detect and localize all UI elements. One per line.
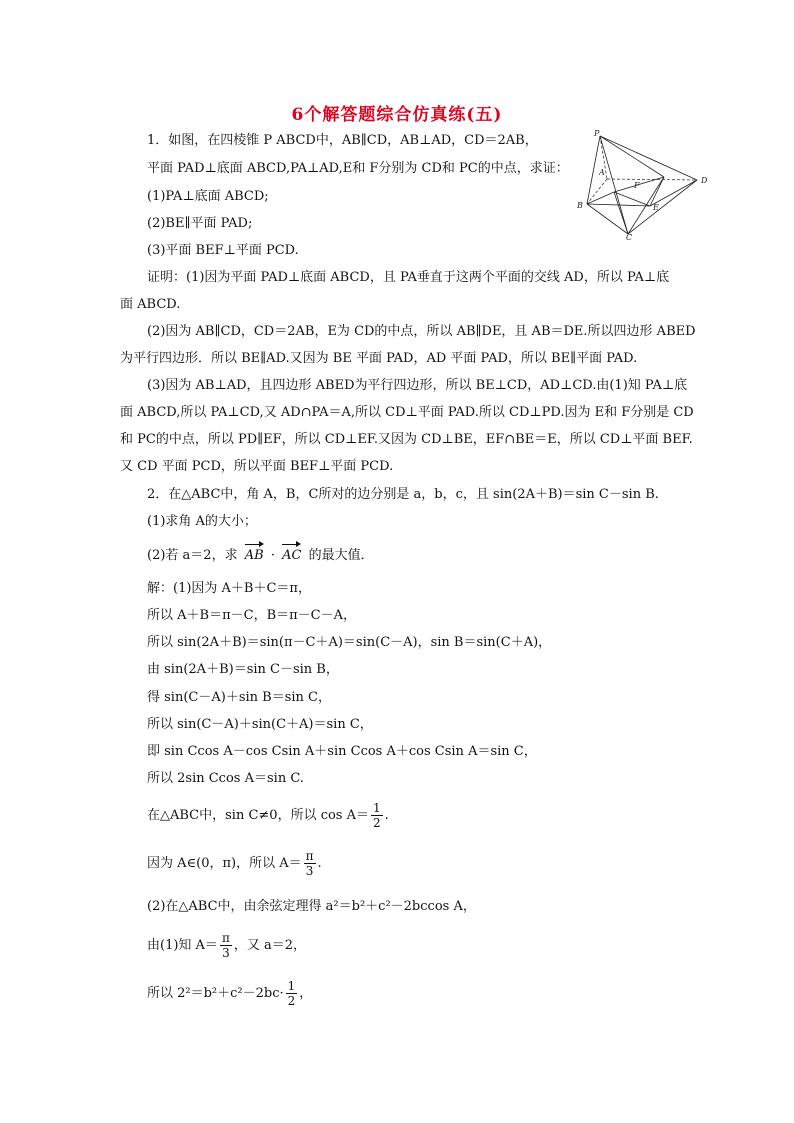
q2-solution-1: 解：(1)因为 A＋B＋C＝π， xyxy=(147,581,311,596)
q2-solution-10-end: . xyxy=(317,856,322,871)
fraction-denominator: 2 xyxy=(373,816,381,830)
fraction-one-half xyxy=(286,979,298,1008)
pyramid-figure xyxy=(572,128,722,240)
q2-solution-9-text: 在△ABC中，sin C≠0，所以 cos A＝ xyxy=(147,808,370,823)
q2-part-1: (1)求角 A的大小； xyxy=(147,514,257,529)
vector-ab: AB xyxy=(245,544,264,565)
q2-solution-9 xyxy=(147,800,389,832)
q1-part-1: (1)PA⊥底面 ABCD; xyxy=(147,189,269,204)
fraction-numerator: π xyxy=(221,931,230,945)
q2-solution-9-end: . xyxy=(384,808,389,823)
q2-solution-8: 所以 2sin Ccos A＝sin C. xyxy=(147,771,304,786)
fraction-pi-over-3 xyxy=(304,849,316,878)
q2-solution-2: 所以 A＋B＝π－C，B＝π－C－A， xyxy=(147,608,356,623)
q2-part-2-suffix: 的最大值． xyxy=(308,548,374,563)
q2-solution-10-text: 因为 A∈(0，π)，所以 A＝ xyxy=(147,856,302,871)
label-f: F xyxy=(634,181,640,190)
q2-solution-3: 所以 sin(2A＋B)＝sin(π－C＋A)＝sin(C－A)，sin B＝sin(C＋A)， xyxy=(147,635,552,650)
fraction-denominator: 2 xyxy=(287,994,296,1008)
q2-solution-13-text: 所以 2²＝b²＋c²－2bc· xyxy=(147,986,284,1001)
label-e: E xyxy=(653,203,659,212)
q2-solution-5: 得 sin(C－A)＋sin B＝sin C， xyxy=(147,690,331,705)
vector-ac: AC xyxy=(282,544,301,565)
fraction-pi-over-3 xyxy=(220,931,232,960)
q1-part-2: (2)BE∥平面 PAD; xyxy=(147,216,253,231)
q1-proof-3c: 和 PC的中点，所以 PD∥EF，所以 CD⊥EF.又因为 CD⊥BE，EF∩BE＝E，所以 CD⊥平面 BEF. xyxy=(120,432,693,447)
q1-proof-3b: 面 ABCD,所以 PA⊥CD,又 AD∩PA＝A,所以 CD⊥平面 PAD.所以 CD⊥PD.因为 E和 F分别是 CD xyxy=(120,405,694,420)
q1-proof-2a: (2)因为 AB∥CD，CD＝2AB，E为 CD的中点，所以 AB∥DE，且 AB＝DE.所以四边形 ABED xyxy=(147,324,696,339)
q2-solution-11: (2)在△ABC中，由余弦定理得 a²＝b²＋c²－2bccos A， xyxy=(147,899,476,914)
q1-proof-1a: 证明：(1)因为平面 PAD⊥底面 ABCD，且 PA垂直于这两个平面的交线 AD，所以 PA⊥底 xyxy=(147,270,670,285)
q1-proof-3d: 又 CD 平面 PCD，所以平面 BEF⊥平面 PCD. xyxy=(120,459,394,474)
label-a: A xyxy=(599,168,605,177)
q2-solution-12-end: ，又 a＝2， xyxy=(233,938,306,953)
q2-solution-12-text: 由(1)知 A＝ xyxy=(147,938,218,953)
q2-solution-13 xyxy=(147,978,312,1010)
q2-solution-7: 即 sin Ccos A－cos Csin A＋sin Ccos A＋cos Csin A＝sin C， xyxy=(147,744,537,759)
label-b: B xyxy=(577,201,583,210)
label-p: P xyxy=(594,129,600,138)
q2-solution-10 xyxy=(147,848,322,880)
q1-proof-2b: 为平行四边形．所以 BE∥AD.又因为 BE 平面 PAD，AD 平面 PAD，所以 BE∥平面 PAD. xyxy=(120,351,638,366)
q2-solution-13-end: ， xyxy=(299,986,313,1001)
fraction-denominator: 3 xyxy=(305,864,314,878)
q1-stem-line-2: 平面 PAD⊥底面 ABCD,PA⊥AD,E和 F分别为 CD和 PC的中点，求证： xyxy=(147,161,569,176)
page-title: 6个解答题综合仿真练(五) xyxy=(291,105,503,125)
q1-stem-line-1: 1．如图，在四棱锥 P ABCD中，AB∥CD，AB⊥AD，CD＝2AB， xyxy=(147,133,538,148)
fraction-denominator: 3 xyxy=(222,946,230,960)
q2-solution-6: 所以 sin(C－A)＋sin(C＋A)＝sin C， xyxy=(147,717,373,732)
fraction-one-half xyxy=(371,801,383,830)
label-c: C xyxy=(626,233,633,240)
fraction-numerator: π xyxy=(305,849,314,863)
dot-product-symbol: · xyxy=(270,548,275,563)
q2-part-2-prefix: (2)若 a＝2，求 xyxy=(147,548,238,563)
q1-proof-1b: 面 ABCD. xyxy=(120,297,181,312)
q2-stem: 2．在△ABC中，角 A，B，C所对的边分别是 a，b，c，且 sin(2A＋B)＝sin C－sin B. xyxy=(147,487,659,502)
q1-proof-3a: (3)因为 AB⊥AD，且四边形 ABED为平行四边形，所以 BE⊥CD，AD⊥CD.由(1)知 PA⊥底 xyxy=(147,378,688,393)
fraction-numerator: 1 xyxy=(373,801,381,815)
label-d: D xyxy=(701,176,708,185)
q1-part-3: (3)平面 BEF⊥平面 PCD. xyxy=(147,243,299,258)
q2-solution-12 xyxy=(147,930,306,962)
fraction-numerator: 1 xyxy=(287,979,296,993)
q2-part-2 xyxy=(147,544,374,565)
q2-solution-4: 由 sin(2A＋B)＝sin C－sin B， xyxy=(147,662,339,677)
